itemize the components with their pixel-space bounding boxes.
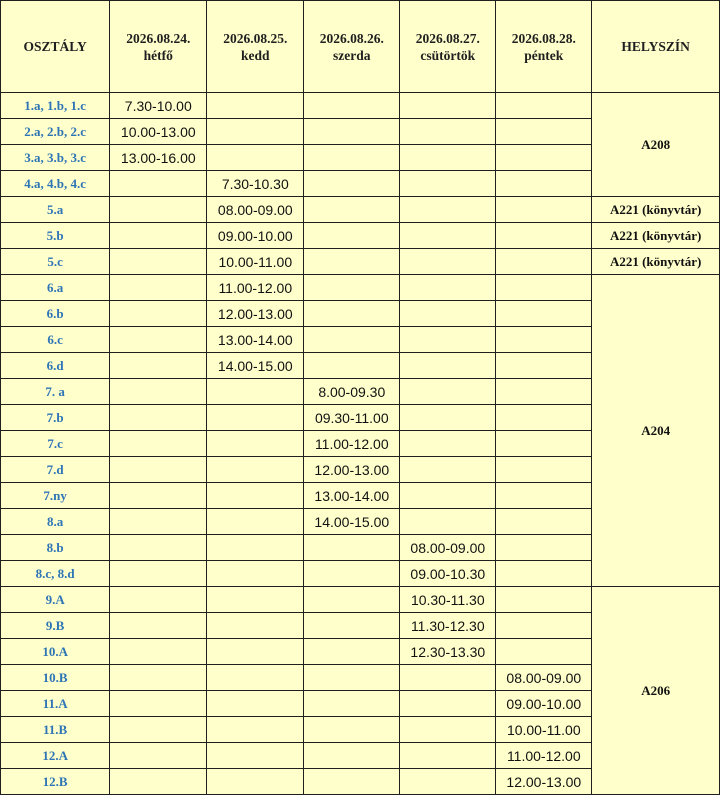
time-slot-cell bbox=[304, 665, 400, 691]
time-slot-cell bbox=[496, 639, 592, 665]
time-slot-cell bbox=[496, 301, 592, 327]
location-cell: A208 bbox=[592, 93, 720, 197]
location-cell: A221 (könyvtár) bbox=[592, 223, 720, 249]
time-slot-cell bbox=[400, 665, 496, 691]
time-slot-cell bbox=[207, 743, 304, 769]
time-slot-cell: 14.00-15.00 bbox=[304, 509, 400, 535]
time-slot-cell: 13.00-16.00 bbox=[110, 145, 207, 171]
time-slot-cell bbox=[110, 223, 207, 249]
time-slot-cell bbox=[110, 717, 207, 743]
time-slot-cell bbox=[207, 509, 304, 535]
time-slot-cell bbox=[304, 561, 400, 587]
time-slot-cell bbox=[207, 691, 304, 717]
time-slot-cell: 12.00-13.00 bbox=[496, 769, 592, 795]
time-slot-cell: 09.00-10.00 bbox=[496, 691, 592, 717]
time-slot-cell bbox=[304, 93, 400, 119]
class-cell: 11.A bbox=[1, 691, 110, 717]
time-slot-cell bbox=[496, 275, 592, 301]
time-slot-cell bbox=[304, 587, 400, 613]
time-slot-cell bbox=[304, 119, 400, 145]
time-slot-cell: 12.30-13.30 bbox=[400, 639, 496, 665]
time-slot-cell bbox=[400, 405, 496, 431]
table-row bbox=[1, 587, 720, 613]
time-slot-cell bbox=[496, 457, 592, 483]
time-slot-cell bbox=[304, 301, 400, 327]
time-slot-cell: 10.00-13.00 bbox=[110, 119, 207, 145]
time-slot-cell bbox=[207, 587, 304, 613]
time-slot-cell bbox=[207, 769, 304, 795]
class-cell: 2.a, 2.b, 2.c bbox=[1, 119, 110, 145]
location-cell: A221 (könyvtár) bbox=[592, 249, 720, 275]
time-slot-cell bbox=[207, 613, 304, 639]
class-cell: 12.A bbox=[1, 743, 110, 769]
time-slot-cell bbox=[207, 119, 304, 145]
time-slot-cell: 11.00-12.00 bbox=[207, 275, 304, 301]
time-slot-cell bbox=[496, 483, 592, 509]
time-slot-cell: 13.00-14.00 bbox=[207, 327, 304, 353]
day-date: 2026.08.28. bbox=[511, 30, 576, 46]
time-slot-cell bbox=[304, 223, 400, 249]
day-name: péntek bbox=[524, 47, 564, 63]
time-slot-cell bbox=[110, 431, 207, 457]
time-slot-cell bbox=[400, 197, 496, 223]
class-cell: 9.B bbox=[1, 613, 110, 639]
time-slot-cell bbox=[207, 535, 304, 561]
time-slot-cell bbox=[400, 769, 496, 795]
class-cell: 6.a bbox=[1, 275, 110, 301]
time-slot-cell bbox=[400, 223, 496, 249]
time-slot-cell bbox=[400, 275, 496, 301]
time-slot-cell bbox=[304, 613, 400, 639]
time-slot-cell bbox=[110, 483, 207, 509]
location-cell: A206 bbox=[592, 587, 720, 795]
class-cell: 10.A bbox=[1, 639, 110, 665]
day-date: 2026.08.24. bbox=[126, 30, 191, 46]
time-slot-cell bbox=[110, 171, 207, 197]
time-slot-cell bbox=[207, 145, 304, 171]
time-slot-cell bbox=[496, 197, 592, 223]
time-slot-cell bbox=[400, 743, 496, 769]
time-slot-cell bbox=[207, 639, 304, 665]
time-slot-cell bbox=[110, 327, 207, 353]
class-cell: 7. a bbox=[1, 379, 110, 405]
time-slot-cell bbox=[110, 691, 207, 717]
time-slot-cell bbox=[304, 743, 400, 769]
time-slot-cell: 08.00-09.00 bbox=[400, 535, 496, 561]
class-cell: 5.c bbox=[1, 249, 110, 275]
time-slot-cell bbox=[496, 93, 592, 119]
location-cell: A221 (könyvtár) bbox=[592, 197, 720, 223]
class-cell: 11.B bbox=[1, 717, 110, 743]
day-date: 2026.08.26. bbox=[319, 30, 384, 46]
table-row bbox=[1, 223, 720, 249]
time-slot-cell bbox=[304, 535, 400, 561]
time-slot-cell bbox=[496, 249, 592, 275]
time-slot-cell: 09.00-10.00 bbox=[207, 223, 304, 249]
time-slot-cell bbox=[304, 197, 400, 223]
time-slot-cell bbox=[110, 405, 207, 431]
time-slot-cell bbox=[496, 561, 592, 587]
location-cell: A204 bbox=[592, 275, 720, 587]
time-slot-cell: 7.30-10.30 bbox=[207, 171, 304, 197]
day-name: hétfő bbox=[143, 47, 173, 63]
time-slot-cell bbox=[400, 379, 496, 405]
day-header-monday bbox=[110, 1, 207, 93]
time-slot-cell bbox=[400, 483, 496, 509]
time-slot-cell bbox=[400, 717, 496, 743]
time-slot-cell bbox=[207, 431, 304, 457]
table-row bbox=[1, 249, 720, 275]
time-slot-cell bbox=[207, 717, 304, 743]
time-slot-cell bbox=[496, 119, 592, 145]
time-slot-cell bbox=[400, 353, 496, 379]
time-slot-cell: 10.30-11.30 bbox=[400, 587, 496, 613]
class-cell: 7.c bbox=[1, 431, 110, 457]
time-slot-cell: 13.00-14.00 bbox=[304, 483, 400, 509]
day-header-friday bbox=[496, 1, 592, 93]
time-slot-cell bbox=[110, 249, 207, 275]
time-slot-cell: 11.30-12.30 bbox=[400, 613, 496, 639]
time-slot-cell bbox=[496, 405, 592, 431]
time-slot-cell bbox=[496, 587, 592, 613]
time-slot-cell bbox=[496, 535, 592, 561]
time-slot-cell bbox=[110, 275, 207, 301]
time-slot-cell bbox=[304, 327, 400, 353]
time-slot-cell bbox=[110, 197, 207, 223]
table-row bbox=[1, 197, 720, 223]
class-cell: 9.A bbox=[1, 587, 110, 613]
time-slot-cell: 09.30-11.00 bbox=[304, 405, 400, 431]
time-slot-cell: 8.00-09.30 bbox=[304, 379, 400, 405]
time-slot-cell bbox=[304, 769, 400, 795]
time-slot-cell: 12.00-13.00 bbox=[207, 301, 304, 327]
day-name: szerda bbox=[333, 47, 371, 63]
class-cell: 7.ny bbox=[1, 483, 110, 509]
time-slot-cell bbox=[304, 249, 400, 275]
time-slot-cell bbox=[496, 223, 592, 249]
time-slot-cell bbox=[207, 93, 304, 119]
class-cell: 10.B bbox=[1, 665, 110, 691]
time-slot-cell bbox=[110, 561, 207, 587]
time-slot-cell bbox=[496, 145, 592, 171]
time-slot-cell: 11.00-12.00 bbox=[304, 431, 400, 457]
time-slot-cell: 14.00-15.00 bbox=[207, 353, 304, 379]
time-slot-cell bbox=[496, 509, 592, 535]
day-name: kedd bbox=[241, 47, 270, 63]
schedule-body bbox=[1, 93, 720, 795]
time-slot-cell bbox=[207, 561, 304, 587]
time-slot-cell bbox=[400, 691, 496, 717]
class-cell: 4.a, 4.b, 4.c bbox=[1, 171, 110, 197]
time-slot-cell bbox=[400, 457, 496, 483]
time-slot-cell: 12.00-13.00 bbox=[304, 457, 400, 483]
class-cell: 6.d bbox=[1, 353, 110, 379]
class-cell: 6.b bbox=[1, 301, 110, 327]
time-slot-cell bbox=[110, 535, 207, 561]
class-cell: 5.b bbox=[1, 223, 110, 249]
time-slot-cell bbox=[496, 353, 592, 379]
class-cell: 12.B bbox=[1, 769, 110, 795]
time-slot-cell bbox=[207, 379, 304, 405]
time-slot-cell bbox=[400, 145, 496, 171]
time-slot-cell bbox=[110, 353, 207, 379]
time-slot-cell bbox=[304, 275, 400, 301]
class-cell: 8.c, 8.d bbox=[1, 561, 110, 587]
time-slot-cell bbox=[400, 119, 496, 145]
time-slot-cell bbox=[207, 483, 304, 509]
time-slot-cell bbox=[304, 353, 400, 379]
time-slot-cell bbox=[400, 301, 496, 327]
time-slot-cell bbox=[304, 171, 400, 197]
day-date: 2026.08.27. bbox=[415, 30, 480, 46]
day-header-thursday bbox=[400, 1, 496, 93]
class-column-header: OSZTÁLY bbox=[1, 1, 110, 93]
time-slot-cell bbox=[400, 171, 496, 197]
time-slot-cell bbox=[207, 665, 304, 691]
time-slot-cell bbox=[400, 249, 496, 275]
day-header-wednesday bbox=[304, 1, 400, 93]
class-cell: 5.a bbox=[1, 197, 110, 223]
time-slot-cell bbox=[400, 93, 496, 119]
time-slot-cell bbox=[110, 769, 207, 795]
time-slot-cell bbox=[496, 379, 592, 405]
time-slot-cell bbox=[496, 431, 592, 457]
time-slot-cell bbox=[496, 613, 592, 639]
class-cell: 7.b bbox=[1, 405, 110, 431]
day-date: 2026.08.25. bbox=[223, 30, 288, 46]
time-slot-cell bbox=[207, 405, 304, 431]
time-slot-cell bbox=[304, 691, 400, 717]
time-slot-cell bbox=[400, 431, 496, 457]
time-slot-cell bbox=[110, 639, 207, 665]
time-slot-cell bbox=[110, 509, 207, 535]
time-slot-cell bbox=[400, 509, 496, 535]
class-cell: 6.c bbox=[1, 327, 110, 353]
time-slot-cell: 10.00-11.00 bbox=[496, 717, 592, 743]
table-row bbox=[1, 93, 720, 119]
time-slot-cell bbox=[110, 457, 207, 483]
table-row bbox=[1, 275, 720, 301]
time-slot-cell: 08.00-09.00 bbox=[207, 197, 304, 223]
time-slot-cell bbox=[496, 327, 592, 353]
time-slot-cell bbox=[496, 171, 592, 197]
class-cell: 3.a, 3.b, 3.c bbox=[1, 145, 110, 171]
class-cell: 7.d bbox=[1, 457, 110, 483]
time-slot-cell: 10.00-11.00 bbox=[207, 249, 304, 275]
day-header-tuesday bbox=[207, 1, 304, 93]
time-slot-cell bbox=[304, 717, 400, 743]
location-column-header: HELYSZÍN bbox=[592, 1, 720, 93]
time-slot-cell bbox=[110, 613, 207, 639]
time-slot-cell bbox=[400, 327, 496, 353]
time-slot-cell bbox=[110, 587, 207, 613]
header-row bbox=[1, 1, 720, 93]
time-slot-cell bbox=[110, 665, 207, 691]
time-slot-cell bbox=[304, 639, 400, 665]
time-slot-cell bbox=[110, 379, 207, 405]
time-slot-cell: 7.30-10.00 bbox=[110, 93, 207, 119]
time-slot-cell: 08.00-09.00 bbox=[496, 665, 592, 691]
time-slot-cell bbox=[110, 743, 207, 769]
class-cell: 8.b bbox=[1, 535, 110, 561]
time-slot-cell bbox=[110, 301, 207, 327]
time-slot-cell: 09.00-10.30 bbox=[400, 561, 496, 587]
time-slot-cell bbox=[207, 457, 304, 483]
time-slot-cell: 11.00-12.00 bbox=[496, 743, 592, 769]
class-cell: 1.a, 1.b, 1.c bbox=[1, 93, 110, 119]
day-name: csütörtök bbox=[420, 47, 476, 63]
time-slot-cell bbox=[304, 145, 400, 171]
class-cell: 8.a bbox=[1, 509, 110, 535]
